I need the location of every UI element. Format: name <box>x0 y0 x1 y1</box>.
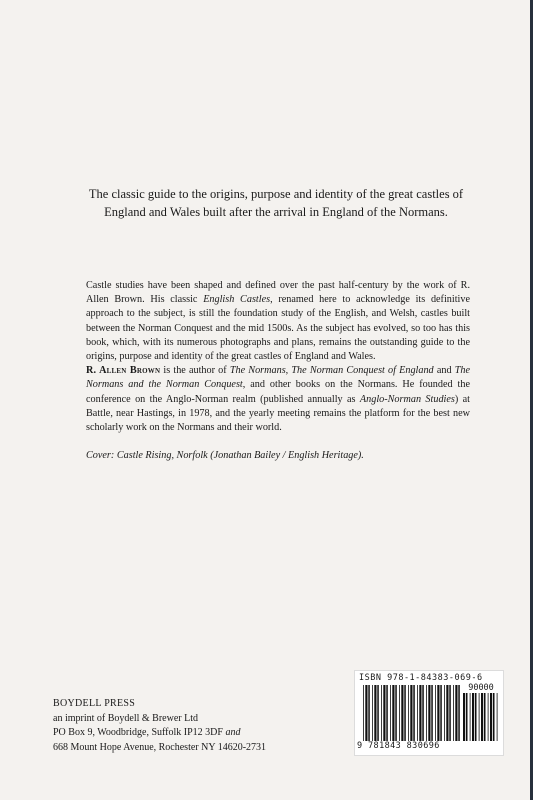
barcode-bar <box>446 685 448 741</box>
barcode-bar <box>453 685 454 741</box>
book-title: The Normans, The Norman Conquest of England <box>229 365 434 377</box>
publisher-imprint: an imprint of Boydell & Brewer Ltd <box>53 712 198 724</box>
addon-barcode-bars <box>463 693 499 741</box>
addon-digits: 90000 <box>468 683 494 693</box>
publisher-name: BOYDELL PRESS <box>53 698 136 709</box>
bio-text: and <box>433 365 455 377</box>
barcode-bar <box>493 693 495 741</box>
barcode-bar <box>428 685 430 741</box>
barcode-bar <box>417 685 418 741</box>
author-bio <box>86 364 470 435</box>
publisher-address-us: 668 Mount Hope Avenue, Rochester NY 14620-2731 <box>53 741 267 753</box>
barcode-bar <box>455 685 457 741</box>
barcode-bar <box>408 685 409 741</box>
barcode-bar <box>490 693 492 741</box>
barcode-bar <box>440 685 442 741</box>
barcode-bar <box>413 685 415 741</box>
barcode-bar <box>422 685 424 741</box>
barcode-bar <box>458 685 460 741</box>
book-blurb <box>86 279 470 463</box>
barcode-bar <box>368 685 370 741</box>
ean-barcode-bars <box>363 685 461 741</box>
book-title: The Normans and the Norman Conquest <box>86 365 470 391</box>
barcode-bar <box>437 685 439 741</box>
barcode-bar <box>444 685 445 741</box>
barcode-bar <box>484 693 486 741</box>
barcode-bar <box>472 693 474 741</box>
bio-text: ) at Battle, near Hastings, in 1978, and the yearly meeting remains the platform for the best new scholarly work on the Normans and their world. <box>86 393 470 434</box>
barcode-bar <box>410 685 412 741</box>
barcode-bar <box>383 685 385 741</box>
barcode-bar <box>372 685 373 741</box>
cover-tagline: The classic guide to the origins, purpose and identity of the great castles of England and Wales built after the arrival in England of the Normans. <box>88 187 464 219</box>
barcode-bar <box>377 685 379 741</box>
publisher-address-uk <box>53 726 313 741</box>
ean-digits: 9 781843 830696 <box>357 741 440 751</box>
barcode-bar <box>401 685 403 741</box>
barcode-bar <box>470 693 471 741</box>
barcode-bar <box>497 693 498 741</box>
barcode-bar <box>426 685 427 741</box>
barcode-bar <box>488 693 489 741</box>
barcode-bar <box>374 685 376 741</box>
barcode-bar <box>390 685 391 741</box>
cover-credit: Cover: Castle Rising, Norfolk (Jonathan Bailey / English Heritage). <box>86 450 364 462</box>
address-text: PO Box 9, Woodbridge, Suffolk IP12 3DF <box>53 727 226 738</box>
publisher-block <box>53 697 313 755</box>
barcode-bar <box>431 685 433 741</box>
author-name: R. Allen Brown <box>86 365 161 377</box>
isbn-barcode <box>354 670 504 756</box>
barcode-bar <box>363 685 364 741</box>
barcode-bar <box>392 685 394 741</box>
bio-text: , and other books on the Normans. He founded the conference on the Anglo-Norman realm (published annually as <box>86 379 470 405</box>
barcode-bar <box>479 693 480 741</box>
barcode-bar <box>404 685 406 741</box>
barcode-bar <box>466 693 468 741</box>
barcode-bar <box>435 685 436 741</box>
bio-text: is the author of <box>160 365 230 377</box>
isbn-label: ISBN 978-1-84383-069-6 <box>359 673 483 683</box>
barcode-bar <box>381 685 382 741</box>
blurb-text: Castle studies have been shaped and defined over the past half-century by the work of R. Allen Brown. His classic <box>86 280 470 306</box>
barcode-bar <box>395 685 397 741</box>
barcode-bar <box>386 685 388 741</box>
address-conjunction: and <box>225 727 241 738</box>
blurb-paragraph-1 <box>86 279 470 364</box>
barcode-bar <box>365 685 367 741</box>
book-title: Anglo-Norman Studies <box>359 393 455 405</box>
barcode-bar <box>449 685 451 741</box>
barcode-bar <box>475 693 477 741</box>
barcode-bar <box>463 693 465 741</box>
barcode-bar <box>399 685 400 741</box>
blurb-text: , renamed here to acknowledge its definitive approach to the subject, is still the foundation study of the English, and Welsh, castles built between the Norman Conquest and the mid 1500s. As the subject has evolved, so too has this book, which, with its numerous photographs and plans, remains the outstanding guide to the origins, purpose and identity of the great castles of England and Wales. <box>86 294 470 363</box>
book-title-english-castles: English Castles <box>203 294 271 306</box>
barcode-bar <box>419 685 421 741</box>
barcode-bar <box>481 693 483 741</box>
